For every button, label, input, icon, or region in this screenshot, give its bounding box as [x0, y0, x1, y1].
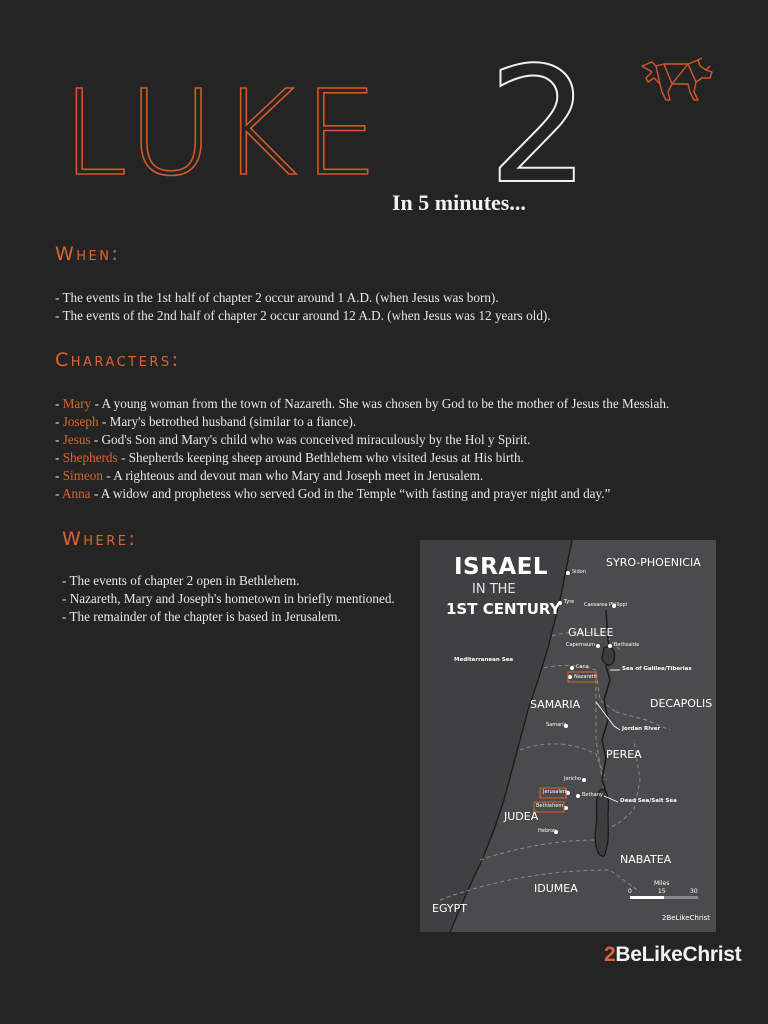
brand-name: BeLikeChrist [615, 943, 742, 966]
character-name: Joseph [62, 414, 99, 429]
region-label: IDUMEA [534, 882, 578, 895]
region-label: EGYPT [432, 902, 467, 915]
character-desc: - Mary's betrothed husband (similar to a fiance). [98, 414, 357, 429]
place-label: Nazareth [574, 674, 597, 680]
brand-prefix: 2 [604, 943, 616, 966]
where-line: - Nazareth, Mary and Joseph's hometown in briefly mentioned. [62, 591, 395, 606]
character-name: Shepherds [62, 450, 118, 465]
map-title: ISRAEL [454, 554, 549, 580]
map-credit: 2BeLikeChrist [662, 914, 711, 922]
scale-bar [630, 896, 698, 899]
map-title-line2: IN THE [472, 582, 516, 597]
character-item: - Anna - A widow and prophetess who served God in the Temple “with fasting and prayer night and day.” [55, 486, 611, 501]
place-label: Jordan River [622, 726, 661, 732]
place-label: Bethlehem [536, 803, 564, 809]
where-line: - The remainder of the chapter is based in Jerusalem. [62, 609, 341, 624]
place-label: Jerusalem [543, 789, 568, 795]
when-heading: When: [55, 243, 121, 265]
where-heading: Where: [62, 528, 138, 550]
region-label: NABATEA [620, 853, 672, 866]
character-item: - Jesus - God's Son and Mary's child who was conceived miraculously by the Hol y Spirit. [55, 432, 531, 447]
israel-map [420, 540, 716, 932]
region-label: DECAPOLIS [650, 697, 713, 710]
place-label: Mediterranean Sea [454, 657, 514, 663]
sea-of-galilee [602, 647, 615, 665]
scale-tick: 30 [690, 888, 698, 895]
chapter-number: 2 [488, 32, 590, 219]
region-label: SYRO-PHOENICIA [606, 556, 701, 569]
place-label: Sidon [572, 569, 586, 575]
character-desc: - A widow and prophetess who served God in the Temple “with fasting and prayer night and day.” [90, 486, 611, 501]
character-desc: - A righteous and devout man who Mary and Joseph meet in Jerusalem. [103, 468, 484, 483]
scale-label: Miles [654, 880, 670, 887]
character-item: - Simeon - A righteous and devout man who Mary and Joseph meet in Jerusalem. [55, 468, 484, 483]
character-desc: - Shepherds keeping sheep around Bethlehem who visited Jesus at His birth. [117, 450, 524, 465]
character-item: - Mary - A young woman from the town of Nazareth. She was chosen by God to be the mother of Jesus the Messiah. [55, 396, 670, 411]
map-title-line3: 1ST CENTURY [446, 600, 561, 618]
place-label: Sea of Galilee/Tiberias [622, 666, 692, 672]
page-title: LUKE [62, 64, 385, 202]
place-label: Tyre [564, 599, 575, 605]
place-label: Jericho [564, 776, 581, 782]
character-desc: - God's Son and Mary's child who was conceived miraculously by the Hol y Spirit. [90, 432, 531, 447]
character-name: Simeon [62, 468, 103, 483]
character-name: Anna [61, 486, 91, 501]
place-label: Bethany [582, 792, 603, 798]
character-desc: - A young woman from the town of Nazareth. She was chosen by God to be the mother of Jesus the Messiah. [91, 396, 670, 411]
region-label: JUDEA [504, 810, 539, 823]
when-line: - The events of the 2nd half of chapter 2 occur around 12 A.D. (when Jesus was 12 years old). [55, 308, 551, 323]
page-subtitle: In 5 minutes... [392, 190, 526, 215]
place-label: Hebron [538, 828, 557, 834]
place-label: Capernaum [566, 642, 596, 648]
scale-tick: 15 [658, 888, 666, 895]
character-item: - Joseph - Mary's betrothed husband (similar to a fiance). [55, 414, 357, 429]
region-label: SAMARIA [530, 698, 581, 711]
character-name: Jesus [62, 432, 91, 447]
region-label: GALILEE [568, 626, 614, 639]
character-item: - Shepherds - Shepherds keeping sheep around Bethlehem who visited Jesus at His birth. [55, 450, 524, 465]
bull-icon [636, 56, 718, 102]
scale-tick: 0 [628, 888, 632, 895]
brand-logo [604, 943, 741, 967]
region-label: PEREA [606, 748, 642, 761]
characters-heading: Characters: [55, 349, 181, 371]
place-label: Caesarea Philippi [584, 602, 628, 608]
character-name: Mary [62, 396, 92, 411]
place-label: Dead Sea/Salt Sea [620, 798, 677, 804]
when-line: - The events in the 1st half of chapter 2 occur around 1 A.D. (when Jesus was born). [55, 290, 499, 305]
dead-sea [595, 789, 608, 856]
place-label: Bethsaida [614, 642, 639, 648]
where-line: - The events of chapter 2 open in Bethlehem. [62, 573, 300, 588]
place-label: Samaria [546, 722, 567, 728]
place-label: Cana [576, 664, 589, 670]
